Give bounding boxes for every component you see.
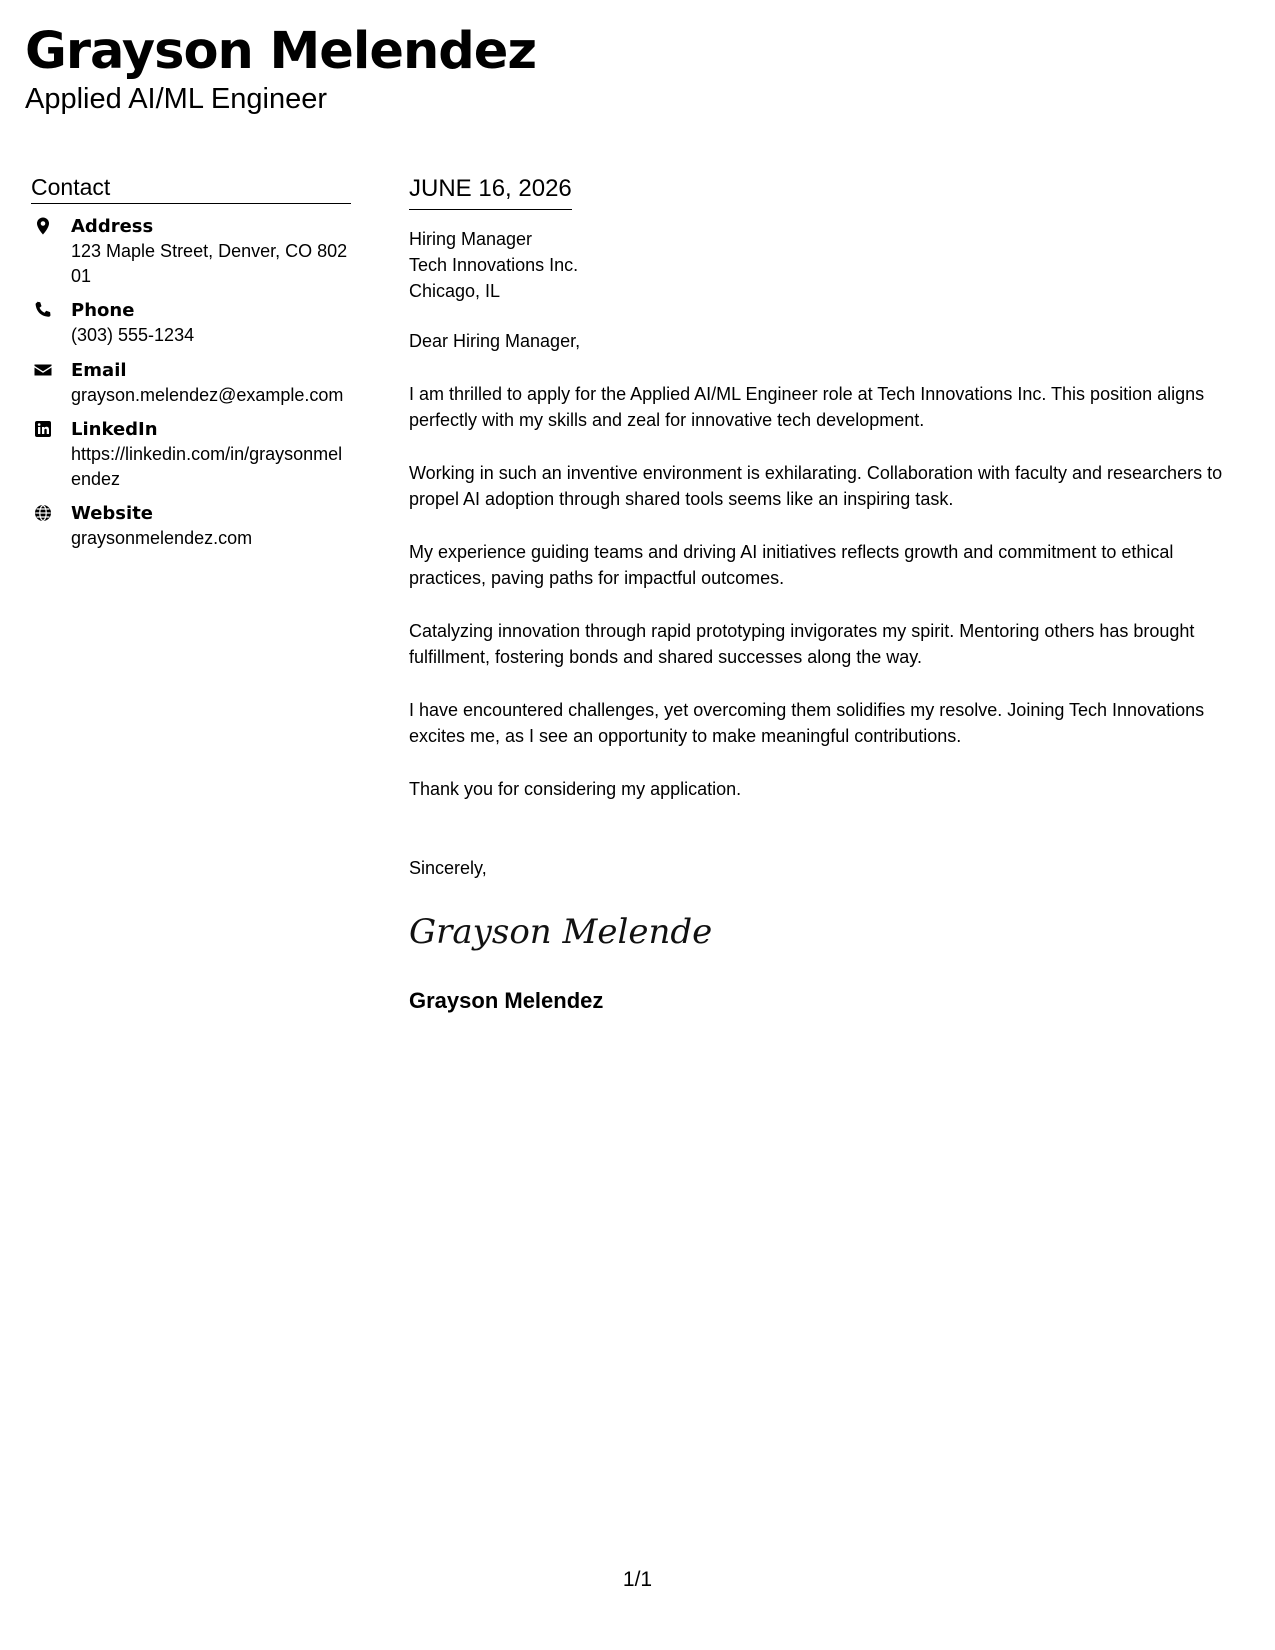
recipient-line: Tech Innovations Inc. <box>409 255 579 275</box>
phone-icon <box>33 300 53 320</box>
contact-value-phone: (303) 555-1234 <box>71 325 195 345</box>
contact-item-address <box>31 215 351 288</box>
job-title: Applied AI/ML Engineer <box>25 83 328 115</box>
body-paragraph: I am thrilled to apply for the Applied AI/ML Engineer role at Tech Innovations Inc. This position aligns perfectly with my skills and zeal for innovative tech development. <box>409 384 1205 430</box>
globe-icon <box>33 503 53 523</box>
applicant-name: Grayson Melendez <box>25 22 537 81</box>
letter-date: JUNE 16, 2026 <box>409 174 572 210</box>
closing: Sincerely, <box>409 858 487 878</box>
contact-label-website: Website <box>71 503 154 524</box>
body-paragraph: I have encountered challenges, yet overcoming them solidifies my resolve. Joining Tech Innovations excites me, as I see an opportunity to make meaningful contributions. <box>409 700 1205 746</box>
contact-label-address: Address <box>71 216 154 237</box>
header <box>25 22 536 116</box>
map-pin-icon <box>33 216 53 236</box>
contact-item-website <box>31 502 351 551</box>
body-paragraph: My experience guiding teams and driving AI initiatives reflects growth and commitment to ethical practices, paving paths for impactful outcomes. <box>409 542 1174 588</box>
body-paragraph: Working in such an inventive environment is exhilarating. Collaboration with faculty and researchers to propel AI adoption through shared tools seems like an inspiring task. <box>409 463 1223 509</box>
signer-name: Grayson Melendez <box>409 988 604 1013</box>
contact-value-email: grayson.melendez@example.com <box>71 384 344 405</box>
linkedin-icon <box>33 419 53 439</box>
body-paragraph: Thank you for considering my application. <box>409 779 742 799</box>
contact-label-email: Email <box>71 359 127 381</box>
contact-item-email <box>31 359 351 408</box>
handwritten-signature <box>409 907 1249 959</box>
body-paragraph: Catalyzing innovation through rapid prototyping invigorates my spirit. Mentoring others has brought fulfillment, fostering bonds and shared successes along the way. <box>409 621 1195 667</box>
contact-item-linkedin <box>31 418 351 491</box>
contact-value-linkedin[interactable]: https://linkedin.com/in/graysonmelendez <box>71 444 343 489</box>
contact-heading: Contact <box>31 174 351 204</box>
page-number: 1/1 <box>622 1568 653 1591</box>
recipient-line: Chicago, IL <box>409 281 501 301</box>
contact-value-website[interactable]: graysonmelendez.com <box>71 528 253 548</box>
contact-label-linkedin: LinkedIn <box>71 419 158 440</box>
letter-body <box>409 174 1249 1015</box>
contact-item-phone <box>31 299 351 348</box>
signature-text: Grayson Melende <box>409 912 713 952</box>
envelope-icon <box>33 360 53 380</box>
recipient-block <box>409 226 1249 304</box>
salutation: Dear Hiring Manager, <box>409 331 581 351</box>
contact-value-address: 123 Maple Street, Denver, CO 80201 <box>71 241 348 286</box>
contact-label-phone: Phone <box>71 300 135 321</box>
contact-sidebar <box>31 174 351 562</box>
recipient-line: Hiring Manager <box>409 229 533 249</box>
